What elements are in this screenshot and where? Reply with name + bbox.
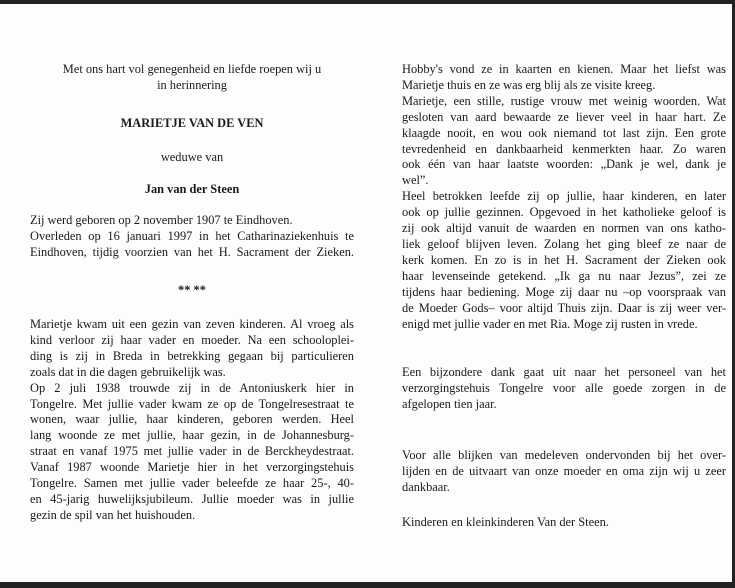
bio-line: Tongelre. Samen met jullie vader beleefde ze haar 25-, 40-: [30, 476, 354, 491]
text-line: liek geloof blijven leven. Zolang het ging bleef ze naar de: [402, 236, 726, 251]
deceased-name: MARIETJE VAN DE VEN: [120, 116, 264, 130]
bio-line: zoals dat in die dagen gebruikelijk was.: [30, 364, 226, 379]
border-top: [0, 0, 735, 4]
text-line: Voor alle blijken van medeleven ondervonden bij het over-: [402, 448, 726, 462]
intro-line-2: in herinnering: [157, 78, 227, 92]
text-line: Een bijzondere dank gaat uit naar het personeel van het: [402, 365, 726, 379]
text-line: verzorgingstehuis Tongelre voor alle goede zorgen in de: [402, 380, 726, 395]
bio-line: gezin de spil van het huishouden.: [30, 507, 196, 522]
bio-line: ding is zij in Breda in betrekking gegaan bij particulieren: [30, 348, 354, 363]
text-line: lijden en de uitvaart van onze moeder en oma zijn wij u zeer: [402, 463, 726, 478]
bio-line: straat en vanaf 1975 met jullie vader in de Berckheydestraat.: [30, 444, 354, 459]
text-line: haar levenseinde getekend. „Ik ga nu naar Jezus”, zei ze: [402, 268, 726, 283]
text-line: Heel betrokken leefde zij op jullie, haar kinderen, en later: [402, 189, 726, 204]
intro-line-1: Met ons hart vol genegenheid en liefde roepen wij u: [62, 62, 322, 76]
bio-line: Op 2 juli 1938 trouwde zij in de Antoniuskerk hier in: [30, 380, 354, 395]
bio-line: kind verloor zij haar vader en moeder. Na een schooloplei-: [30, 332, 354, 347]
bio-line: Tongelre. Met jullie vader kwam ze op de Tongelresestraat te: [30, 396, 354, 411]
dates-line: Overleden op 16 januari 1997 in het Catharinaziekenhuis te: [30, 228, 354, 243]
widow-of-label: weduwe van: [160, 150, 224, 164]
separator-stars: ** **: [178, 283, 206, 297]
text-line: Marietje thuis en ze was erg blij als ze visite kreeg.: [402, 77, 656, 92]
dates-line: Eindhoven, tijdig voorzien van het H. Sacrament der Zieken.: [30, 244, 354, 259]
bio-line: lang woonde ze met jullie, haar gezin, in de Johannesburg-: [30, 428, 354, 443]
bio-line: wonen, waar jullie, haar kinderen, geboren werden. Heel: [30, 412, 354, 427]
text-line: Marietje, een stille, rustige vrouw met weinig woorden. Wat: [402, 93, 726, 108]
biography-paragraph: [30, 317, 354, 524]
bio-line: Marietje kwam uit een gezin van zeven kinderen. Al vroeg als: [30, 317, 354, 331]
text-line: zij ook altijd vanuit de waarden en normen van ons katho-: [402, 221, 726, 236]
dates-line: Zij werd geboren op 2 november 1907 te Eindhoven.: [30, 213, 293, 227]
bio-line: Vanaf 1987 woonde Marietje hier in het verzorgingstehuis: [30, 460, 354, 475]
text-line: tevredenheid en dankbaarheid kenmerkten haar. Zo waren: [402, 141, 726, 156]
text-line: tijdens haar bediening. Moge zij daar nu –op voorspraak van: [402, 284, 726, 299]
dates-paragraph: [30, 213, 354, 261]
signature: Kinderen en kleinkinderen Van der Steen.: [402, 515, 609, 529]
text-line: wel”.: [402, 173, 429, 188]
text-line: enigd met jullie vader en met Ria. Moge zij rusten in vrede.: [402, 316, 698, 331]
husband-name: Jan van der Steen: [144, 182, 240, 196]
thanks-staff-paragraph: [402, 365, 726, 413]
text-line: dankbaar.: [402, 479, 450, 494]
text-line: ook op jullie gezinnen. Opgevoed in het katholieke geloof is: [402, 205, 726, 220]
text-line: de Moeder Gods– voor altijd Thuis zijn. Daar is zij weer ver-: [402, 300, 726, 315]
text-line: afgelopen tien jaar.: [402, 396, 497, 411]
text-line: gesloten van aard bewaarde ze liever veel in haar hart. Ze: [402, 109, 726, 124]
text-line: kerk komen. En zo is in het H. Sacrament der Zieken ook: [402, 252, 726, 267]
text-line: klaagde nooit, en wou ook niemand tot last zijn. Een grote: [402, 125, 726, 140]
text-line: ook één van haar laatste woorden: „Dank je wel, dank je: [402, 157, 726, 172]
hobbies-paragraph: [402, 62, 726, 332]
border-bottom: [0, 582, 735, 588]
thanks-condolences-paragraph: [402, 448, 726, 496]
bio-line: en 45-jarig huwelijksjubileum. Jullie moeder was in jullie: [30, 491, 354, 506]
text-line: Hobby's vond ze in kaarten en kienen. Maar het liefst was: [402, 62, 726, 76]
